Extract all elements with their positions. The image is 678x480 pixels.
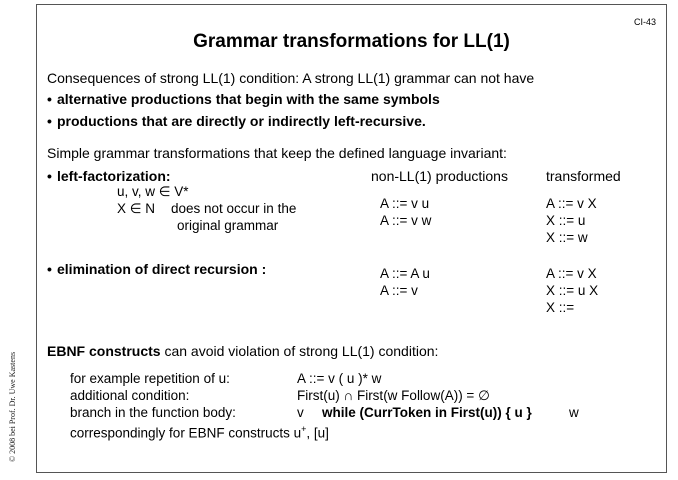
ebnf-row-label: additional condition: [70, 388, 190, 403]
ebnf-row-label: for example repetition of u: [70, 371, 230, 386]
condition-uvw: u, v, w ∈ V* [117, 184, 189, 199]
lf-transformed-production: A ::= v X [546, 196, 597, 211]
ebnf-branch-label: branch in the function body: [70, 405, 236, 420]
ebnf-intro-rest: can avoid violation of strong LL(1) condition: [160, 343, 439, 359]
condition-x-text: does not occur in the [171, 201, 297, 216]
ebnf-corr-sup: + [301, 424, 307, 434]
ebnf-corr-prefix: correspondingly for EBNF constructs u [70, 425, 302, 441]
lf-non-ll-production: A ::= v w [380, 213, 432, 228]
consequence-item: • alternative productions that begin with the same symbols [47, 91, 440, 107]
rec-non-ll-production: A ::= A u [380, 266, 430, 281]
page-title: Grammar transformations for LL(1) [193, 31, 510, 52]
condition-x-symbol: X ∈ N [117, 201, 156, 216]
ebnf-row-value: First(u) ∩ First(w Follow(A)) = ∅ [297, 388, 490, 403]
ebnf-intro-bold: EBNF constructs [47, 343, 161, 359]
simple-intro-text: Simple grammar transformations that keep the defined language invariant: [47, 145, 507, 161]
lf-transformed-production: X ::= u [546, 213, 586, 228]
lf-non-ll-production: A ::= v u [380, 196, 430, 211]
rec-transformed-production: A ::= v X [546, 266, 597, 281]
page-id: CI-43 [633, 17, 656, 27]
condition-x-text: original grammar [177, 218, 279, 233]
intro-text: Consequences of strong LL(1) condition: A strong LL(1) grammar can not have [47, 70, 535, 86]
slide [36, 4, 667, 473]
ebnf-branch-w: w [569, 405, 579, 420]
ebnf-branch-code: while (CurrToken in First(u)) { u } [322, 405, 532, 420]
rec-transformed-production: X ::= u X [546, 283, 599, 298]
ebnf-branch-v: v [297, 405, 304, 420]
copyright-notice: © 2008 bei Prof. Dr. Uwe Kastens [8, 351, 17, 462]
header-transformed: transformed [546, 168, 621, 184]
left-factorization-label: • left-factorization: [47, 168, 171, 184]
ebnf-corr-suffix: , [u] [306, 425, 329, 441]
rec-non-ll-production: A ::= v [380, 283, 418, 298]
recursion-label: • elimination of direct recursion : [47, 261, 266, 277]
lf-transformed-production: X ::= w [546, 230, 588, 245]
ebnf-correspondingly [70, 424, 329, 441]
consequence-item: • productions that are directly or indirectly left-recursive. [47, 113, 426, 129]
header-non-ll: non-LL(1) productions [371, 168, 508, 184]
ebnf-intro [47, 343, 438, 359]
rec-transformed-production: X ::= [546, 300, 575, 315]
ebnf-row-value: A ::= v ( u )* w [297, 371, 382, 386]
